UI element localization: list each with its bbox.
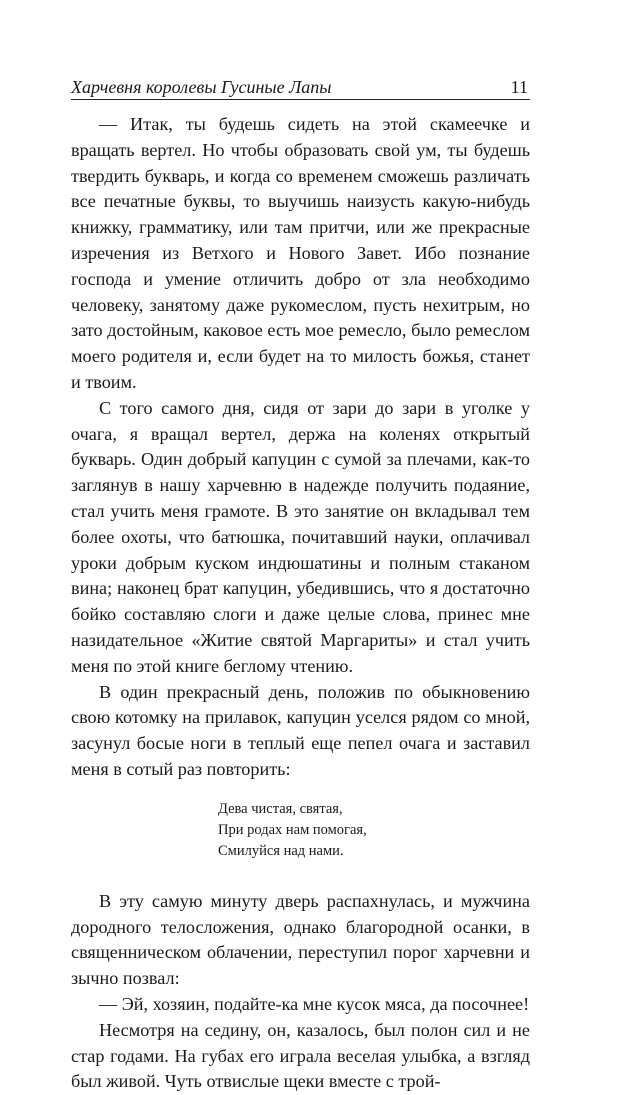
body-text xyxy=(71,112,530,1095)
verse-line: При родах нам помогая, xyxy=(218,821,367,838)
verse-line: Дева чистая, святая, xyxy=(218,800,343,817)
header-rule xyxy=(71,99,530,100)
verse-line: Смилуйся над нами. xyxy=(218,842,344,859)
paragraph: — Итак, ты будешь сидеть на этой скамеечке и вращать вертел. Но чтобы образовать свой ум, ты будешь твердить букварь, и когда со временем сможешь различать все печатные буквы, то выучишь наизусть какую-нибудь книжку, грамматику, или там притчи, или же прекрасные изречения из Ветхого и Нового Завет. Ибо познание господа и умение отличить добро от зла необходимо человеку, занятому даже рукомеслом, пусть нехитрым, но зато достойным, каковое есть мое ремесло, было ремеслом моего родителя и, если будет на то милость божья, станет и твоим. xyxy=(71,114,530,392)
page-number: 11 xyxy=(510,77,528,97)
paragraph: — Эй, хозяин, подайте-ка мне кусок мяса, да посочнее! xyxy=(99,993,530,1014)
paragraph: В один прекрасный день, положив по обыкновению свою котомку на прилавок, капуцин уселся рядом со мной, засунул босые ноги в теплый еще пепел очага и заставил меня в сотый раз повторить: xyxy=(71,681,530,779)
paragraph: В эту самую минуту дверь распахнулась, и мужчина дородного телосложения, однако благородной осанки, в священническом облачении, переступил порог харчевни и зычно позвал: xyxy=(71,890,530,989)
verse-block xyxy=(218,799,530,862)
paragraph: С того самого дня, сидя от зари до зари в уголке у очага, я вращал вертел, держа на коленях открытый букварь. Один добрый капуцин с сумой за плечами, как-то заглянув в нашу харчевню в надежде получить подаяние, стал учить меня грамоте. В это занятие он вкладывал тем более охоты, что батюшка, почитавший науки, оплачивал уроки добрым куском индюшатины и полным стаканом вина; наконец брат капуцин, убедившись, что я достаточно бойко составляю слоги и даже целые слова, принес мне назидательное «Житие святой Маргариты» и стал учить меня по этой книге беглому чтению. xyxy=(71,397,530,676)
running-title: Харчевня королевы Гусиные Лапы xyxy=(71,77,332,97)
paragraph: Несмотря на седину, он, казалось, был полон сил и не стар годами. На губах его играла веселая улыбка, а взгляд был живой. Чуть отвислые щеки вместе с трой- xyxy=(71,1019,530,1092)
running-head xyxy=(71,76,530,98)
